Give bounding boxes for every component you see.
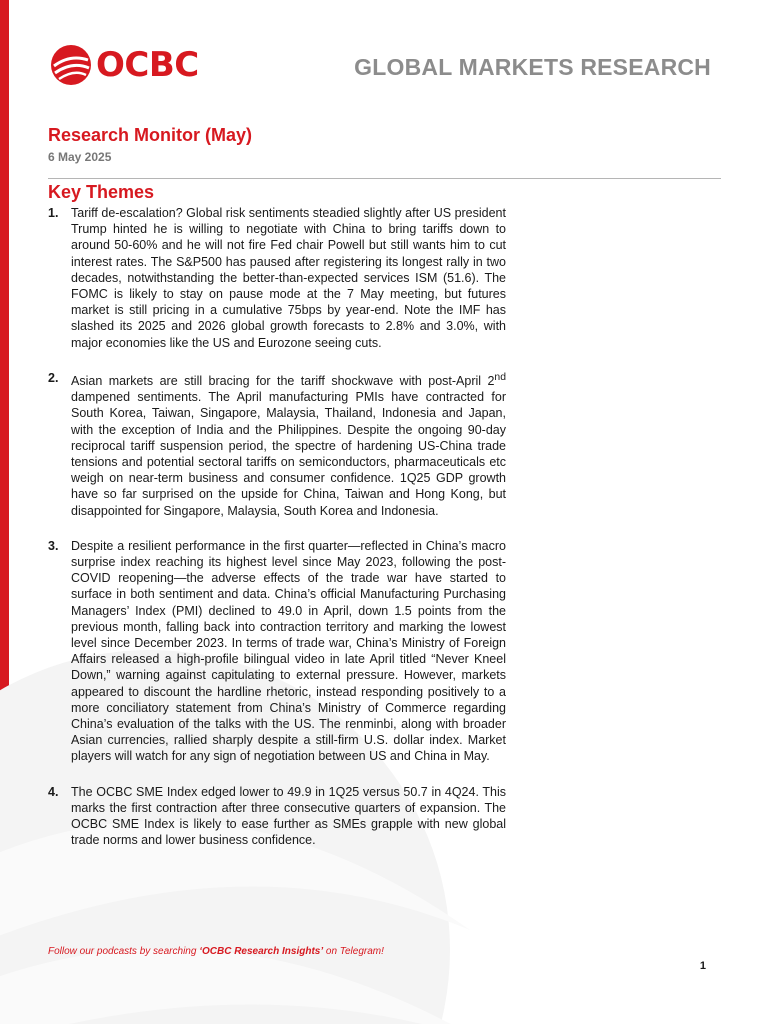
- report-title: Research Monitor (May): [48, 125, 253, 145]
- page-number: 1: [699, 960, 706, 972]
- theme-text-part: Asian markets are still bracing for the tariff shockwave with post-April 2: [71, 373, 495, 388]
- logo-wordmark: OCBC: [96, 45, 199, 85]
- key-themes-heading: Key Themes: [48, 182, 155, 202]
- theme-text: Despite a resilient performance in the first quarter—reflected in China’s macro surprise index reaching its highest level since May 2023, following the post-COVID reopening—the adverse effects of the trade war have started to surface in both sentiment and data. China’s official Manufacturing Purchasing Managers’ Index (PMI) declined to 49.0 in April, down 1.5 points from the previous month, falling back into contraction territory and marking the lowest level since December 2023. In terms of trade war, China’s Ministry of Foreign Affairs released a high-profile bilingual video in late April titled “Never Kneel Down,” warning against capitulating to external pressure. However, markets appeared to discount the hardline rhetoric, instead responding positively to a more conciliatory statement from China’s Ministry of Commerce regarding China’s evaluation of the talks with the US. The renminbi, along with broader Asian currencies, rallied sharply despite a still-firm U.S. dollar index. Market players will watch for any sign of negotiation between US and China in May.: [71, 538, 506, 764]
- theme-number: 1.: [48, 206, 59, 220]
- theme-text: [71, 370, 506, 519]
- theme-number: 4.: [48, 784, 59, 799]
- theme-text-part: dampened sentiments. The April manufacturing PMIs have contracted for South Korea, Taiwan, Singapore, Malaysia, Thailand, Indonesia and Japan, with the exception of India and the Philippines. Despite the ongoing 90-day reciprocal tariff suspension period, the spectre of hardening US-China trade tensions and potential sectoral tariffs on semiconductors, pharmaceuticals etc weigh on near-term business and consumer confidence. 1Q25 GDP growth have so far surprised on the upside for China, Taiwan and Hong Kong, but disappointed for Singapore, Malaysia, South Korea and Indonesia.: [71, 390, 506, 518]
- podcast-note-prefix: Follow our podcasts by searching: [48, 946, 200, 957]
- theme-number: 3.: [48, 538, 59, 553]
- report-date: 6 May 2025: [48, 150, 112, 164]
- ocbc-logo: [50, 44, 199, 86]
- ocbc-logo-mark-icon: [50, 44, 92, 86]
- header-divider: [48, 178, 721, 179]
- theme-text: The OCBC SME Index edged lower to 49.9 in 1Q25 versus 50.7 in 4Q24. This marks the first contraction after three consecutive quarters of expansion. The OCBC SME Index is likely to ease further as SMEs grapple with new global trade norms and lower business confidence.: [71, 784, 506, 848]
- theme-text: Tariff de-escalation? Global risk sentiments steadied slightly after US president Trump hinted he is willing to negotiate with China to bring tariffs down to around 50-60% and he will not fire Fed chair Powell but still wants him to cut interest rates. The S&P500 has paused after registering its longest rally in two decades, notwithstanding the better-than-expected services ISM (51.6). The FOMC is likely to stay on pause mode at the 7 May meeting, but futures market is still pricing in a cumulative 75bps by year-end. Note the IMF has slashed its 2025 and 2026 global growth forecasts to 2.8% and 3.0%, with major economies like the US and Eurozone seeing cuts.: [71, 206, 506, 350]
- theme-item: [48, 370, 506, 519]
- podcast-note-suffix: on Telegram!: [323, 946, 384, 957]
- theme-text-superscript: nd: [494, 371, 506, 383]
- key-themes-list: [48, 205, 506, 867]
- podcast-note: [48, 946, 384, 957]
- theme-item: [48, 205, 506, 351]
- podcast-name: ‘OCBC Research Insights’: [199, 946, 324, 957]
- theme-item: [48, 538, 506, 765]
- theme-number: 2.: [48, 370, 59, 385]
- theme-item: [48, 784, 506, 849]
- header-title: GLOBAL MARKETS RESEARCH: [354, 54, 711, 80]
